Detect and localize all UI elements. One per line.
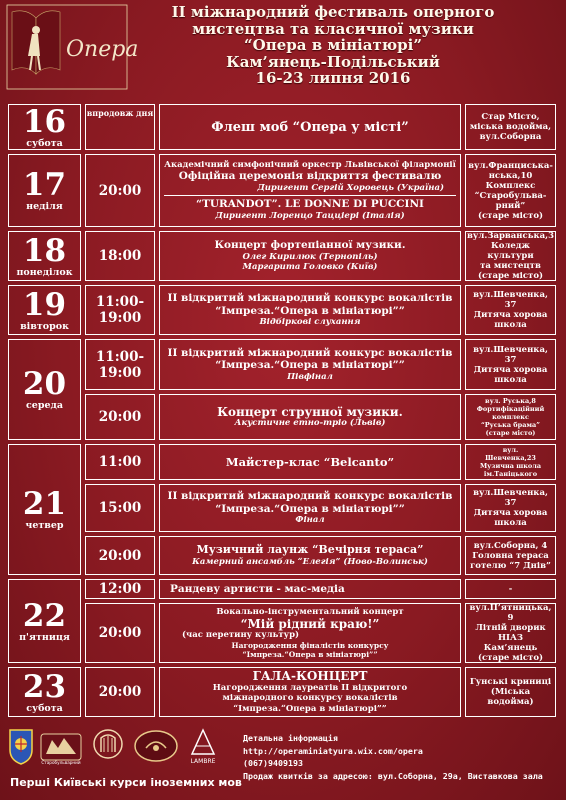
place-line: вул.Зарванська,3 — [467, 231, 554, 241]
event-row-17 — [85, 154, 556, 227]
place-line: “Старобульва- — [474, 190, 547, 201]
day-number: 16 — [22, 103, 67, 140]
day-weekday: субота — [26, 137, 63, 149]
event-subtitle: “Імпреза.“Опера в мініатюрі”” — [215, 304, 405, 317]
event-description — [159, 231, 461, 281]
event-place — [465, 579, 556, 599]
day-17 — [8, 154, 81, 227]
event-subtitle: Нагородження лауреатів II відкритого — [212, 682, 408, 693]
day-19 — [8, 285, 81, 335]
event-description — [159, 603, 461, 663]
event-conductor: Диригент Лоренцо Тацціері (Італія) — [215, 210, 405, 221]
event-place — [465, 231, 556, 281]
day-weekday: неділя — [26, 201, 63, 212]
event-time: 20:00 — [85, 154, 155, 227]
place-line: вул. — [502, 446, 519, 454]
place-line: 37 — [504, 354, 517, 365]
event-description — [159, 394, 461, 440]
event-award: “Імпреза.“Опера в мініатюрі”” — [242, 649, 378, 659]
event-row-21-b — [85, 484, 556, 532]
event-subtitle: “Імпреза.“Опера в мініатюрі”” — [215, 502, 405, 515]
event-title: Концерт струнної музики. — [217, 404, 403, 419]
day-23 — [8, 667, 81, 717]
event-performer: Акустичне етно-тріо (Львів) — [234, 418, 386, 428]
place-line: Комплекс — [485, 180, 536, 191]
event-place — [465, 394, 556, 440]
place-line: вул.Шевченка, — [473, 488, 548, 498]
day-weekday: вівторок — [20, 320, 69, 332]
day-21 — [8, 444, 81, 575]
event-time: 20:00 — [85, 536, 155, 575]
event-row-16 — [85, 104, 556, 150]
event-place — [465, 285, 556, 335]
place-line: вул.Шевченка, — [473, 344, 548, 355]
event-description — [159, 339, 461, 390]
event-title: II відкритий міжнародний конкурс вокалістів — [167, 490, 453, 503]
event-description — [159, 285, 461, 335]
event-performer: Маргарита Головко (Київ) — [242, 262, 378, 273]
place-line: Фортифікаційний — [476, 405, 545, 413]
sponsor-logos — [8, 726, 223, 771]
place-line: Дитяча хорова — [473, 310, 548, 320]
event-description — [159, 536, 461, 575]
event-subtitle: “Мій рідний краю!” — [240, 616, 380, 631]
day-number: 20 — [22, 366, 67, 402]
place-line: 37 — [504, 300, 517, 310]
schedule-table — [8, 104, 556, 718]
place-line: - — [508, 584, 513, 594]
event-description — [159, 444, 461, 480]
day-number: 21 — [22, 486, 67, 522]
city-coat-of-arms-icon — [8, 726, 34, 766]
event-time: 11:00- 19:00 — [85, 339, 155, 390]
event-row-22-b — [85, 603, 556, 663]
event-row-20-b — [85, 394, 556, 440]
starobulvarnyi-logo — [40, 726, 82, 766]
event-place — [465, 536, 556, 575]
event-time: 20:00 — [85, 603, 155, 663]
day-16 — [8, 104, 81, 150]
place-line: готелю “7 Днів” — [470, 560, 551, 571]
event-title: Рандеву артисти - мас-медіа — [170, 582, 345, 595]
place-line: Гунські криниці — [469, 677, 552, 687]
event-row-21-a — [85, 444, 556, 480]
header-line-1: II міжнародний фестиваль оперного — [171, 3, 495, 21]
event-row-18 — [85, 231, 556, 281]
ticket-sales-address: Продаж квитків за адресою: вул.Соборна, 29а, Виставкова зала — [243, 770, 543, 781]
event-place — [465, 484, 556, 532]
event-stage: Півфінал — [287, 371, 333, 382]
place-line: вул. Руська,8 — [485, 397, 536, 405]
event-time: 18:00 — [85, 231, 155, 281]
place-line: Коледж культури — [487, 241, 534, 261]
festival-logo — [6, 4, 139, 90]
svg-text:LAMBRE: LAMBRE — [190, 758, 216, 765]
day-20 — [8, 339, 81, 440]
header-line-5: 16-23 липня 2016 — [255, 69, 411, 87]
place-line: школа — [494, 320, 527, 330]
event-time: 12:00 — [85, 579, 155, 599]
place-line: вул.П’ятницька, 9 — [469, 603, 552, 623]
day-22 — [8, 579, 81, 663]
event-stage: Відбіркові слухання — [259, 317, 361, 328]
event-time: 11:00- 19:00 — [85, 285, 155, 335]
place-line: (старе місто) — [477, 271, 544, 281]
place-line: рний” — [495, 200, 526, 211]
phone-number: (067)9409193 — [243, 758, 303, 768]
day-weekday: четвер — [25, 520, 64, 531]
divider — [164, 195, 456, 196]
event-subtitle: “Імпреза.“Опера в мініатюрі”” — [215, 359, 405, 372]
day-number: 23 — [22, 668, 67, 705]
event-row-22-a — [85, 579, 556, 599]
place-line: комплекс — [492, 413, 529, 421]
event-place — [465, 104, 556, 150]
place-line: Стар Місто, — [481, 112, 540, 122]
event-subtitle: “Імпреза.“Опера в мініатюрі”” — [233, 703, 387, 714]
event-time: 20:00 — [85, 394, 155, 440]
event-title: Концерт фортепіанної музики. — [214, 239, 406, 252]
day-number: 22 — [22, 597, 67, 634]
sponsor-badge-logo — [132, 726, 180, 766]
event-title: “TURANDOT”. LE DONNE DI PUCCINI — [196, 198, 424, 211]
website-link[interactable]: http://operaminiatyura.wix.com/opera — [243, 745, 423, 756]
header-line-3: “Опера в мініатюрі” — [244, 36, 422, 54]
event-description — [159, 579, 461, 599]
event-time: 20:00 — [85, 667, 155, 717]
event-row-19 — [85, 285, 556, 335]
day-weekday: субота — [26, 702, 63, 714]
place-line: 37 — [504, 498, 517, 508]
place-line: Кам’янець — [483, 643, 538, 653]
event-time: впродовж дня — [85, 104, 155, 150]
event-description — [159, 667, 461, 717]
event-title: Музичний лаунж “Вечірня тераса” — [196, 543, 424, 556]
place-line: Шевченка,23 — [485, 454, 536, 462]
place-line: (старе місто) — [485, 429, 536, 437]
event-award: Нагородження фіналістів конкурсу — [231, 640, 389, 650]
lambre-logo — [184, 726, 222, 766]
place-line: Музична школа — [479, 462, 542, 470]
event-note: (час перетину культур) — [182, 630, 300, 641]
place-line: Літній дворик — [475, 623, 546, 633]
event-time: 11:00 — [85, 444, 155, 480]
event-title: Офіційна церемонія відкриття фестивалю — [178, 170, 442, 183]
event-row-23 — [85, 667, 556, 717]
event-title: Майстер-клас “Belcanto” — [225, 454, 395, 469]
event-title: ГАЛА-КОНЦЕРТ — [252, 669, 368, 683]
header-line-4: Кам’янець-Подільський — [226, 52, 440, 71]
event-performer: Академічний симфонічний оркестр Львівської філармонії — [164, 159, 456, 170]
event-title: II відкритий міжнародний конкурс вокалістів — [167, 292, 453, 305]
svg-text:Старобульварний: Старобульварний — [41, 760, 81, 765]
event-time: 15:00 — [85, 484, 155, 532]
day-number: 18 — [22, 232, 67, 269]
event-title: II відкритий міжнародний конкурс вокалістів — [167, 346, 453, 359]
festival-header — [128, 4, 538, 87]
place-line: вул.Шевченка, — [473, 290, 548, 300]
place-line: вул.Соборна, 4 — [473, 540, 548, 551]
header-line-2: мистецтва та класичної музики — [192, 19, 474, 38]
event-place — [465, 667, 556, 717]
place-line: Головна тераса — [472, 550, 549, 561]
place-line: “Руська брама” — [480, 421, 540, 429]
event-row-21-c — [85, 536, 556, 575]
place-line: Дитяча хорова — [473, 508, 548, 518]
day-weekday: п'ятниця — [19, 631, 70, 643]
event-place — [465, 154, 556, 227]
event-performer: Камерний ансамбль “Елегія” (Ново-Волинськ) — [192, 556, 428, 567]
day-number: 19 — [22, 286, 67, 323]
place-line: (старе місто) — [477, 653, 544, 663]
event-performer: Олег Кирилюк (Тернопіль) — [242, 251, 378, 262]
event-place — [465, 603, 556, 663]
place-line: вул.Франциська- — [468, 160, 553, 171]
event-title: Вокально-інструментальний концерт — [216, 607, 404, 618]
event-description — [159, 104, 461, 150]
event-place — [465, 444, 556, 480]
event-description — [159, 154, 461, 227]
day-number: 17 — [22, 167, 67, 203]
music-school-logo — [88, 726, 128, 766]
place-line: нська,10 — [488, 170, 533, 181]
day-weekday: середа — [25, 400, 63, 411]
event-description — [159, 484, 461, 532]
day-18 — [8, 231, 81, 281]
day-weekday: понеділок — [16, 266, 73, 278]
place-line: школа — [494, 374, 527, 385]
event-title: Флеш моб “Опера у місті” — [211, 119, 409, 135]
language-courses-caption: Перші Київські курси іноземних мов — [10, 776, 242, 789]
place-line: міська водойма, — [469, 122, 552, 132]
event-subtitle: міжнародного конкурсу вокалістів — [222, 693, 398, 703]
place-line: вул.Соборна — [479, 132, 542, 142]
place-line: НІАЗ — [497, 633, 524, 643]
event-stage: Фінал — [295, 515, 325, 526]
place-line: (Міська — [490, 687, 531, 697]
place-line: (старе місто) — [477, 210, 544, 221]
event-row-20-a — [85, 339, 556, 390]
event-conductor: Диригент Сергій Хоровець (Україна) — [257, 182, 444, 193]
place-line: водойма) — [487, 697, 534, 707]
place-line: ім.Таніцького — [483, 470, 538, 478]
place-line: школа — [494, 518, 527, 528]
event-place — [465, 339, 556, 390]
place-line: Дитяча хорова — [473, 364, 548, 375]
info-heading: Детальна інформація — [243, 733, 338, 743]
place-line: та мистецтв — [480, 261, 541, 271]
logo-text: Опера — [66, 37, 139, 62]
contact-info — [243, 732, 563, 782]
